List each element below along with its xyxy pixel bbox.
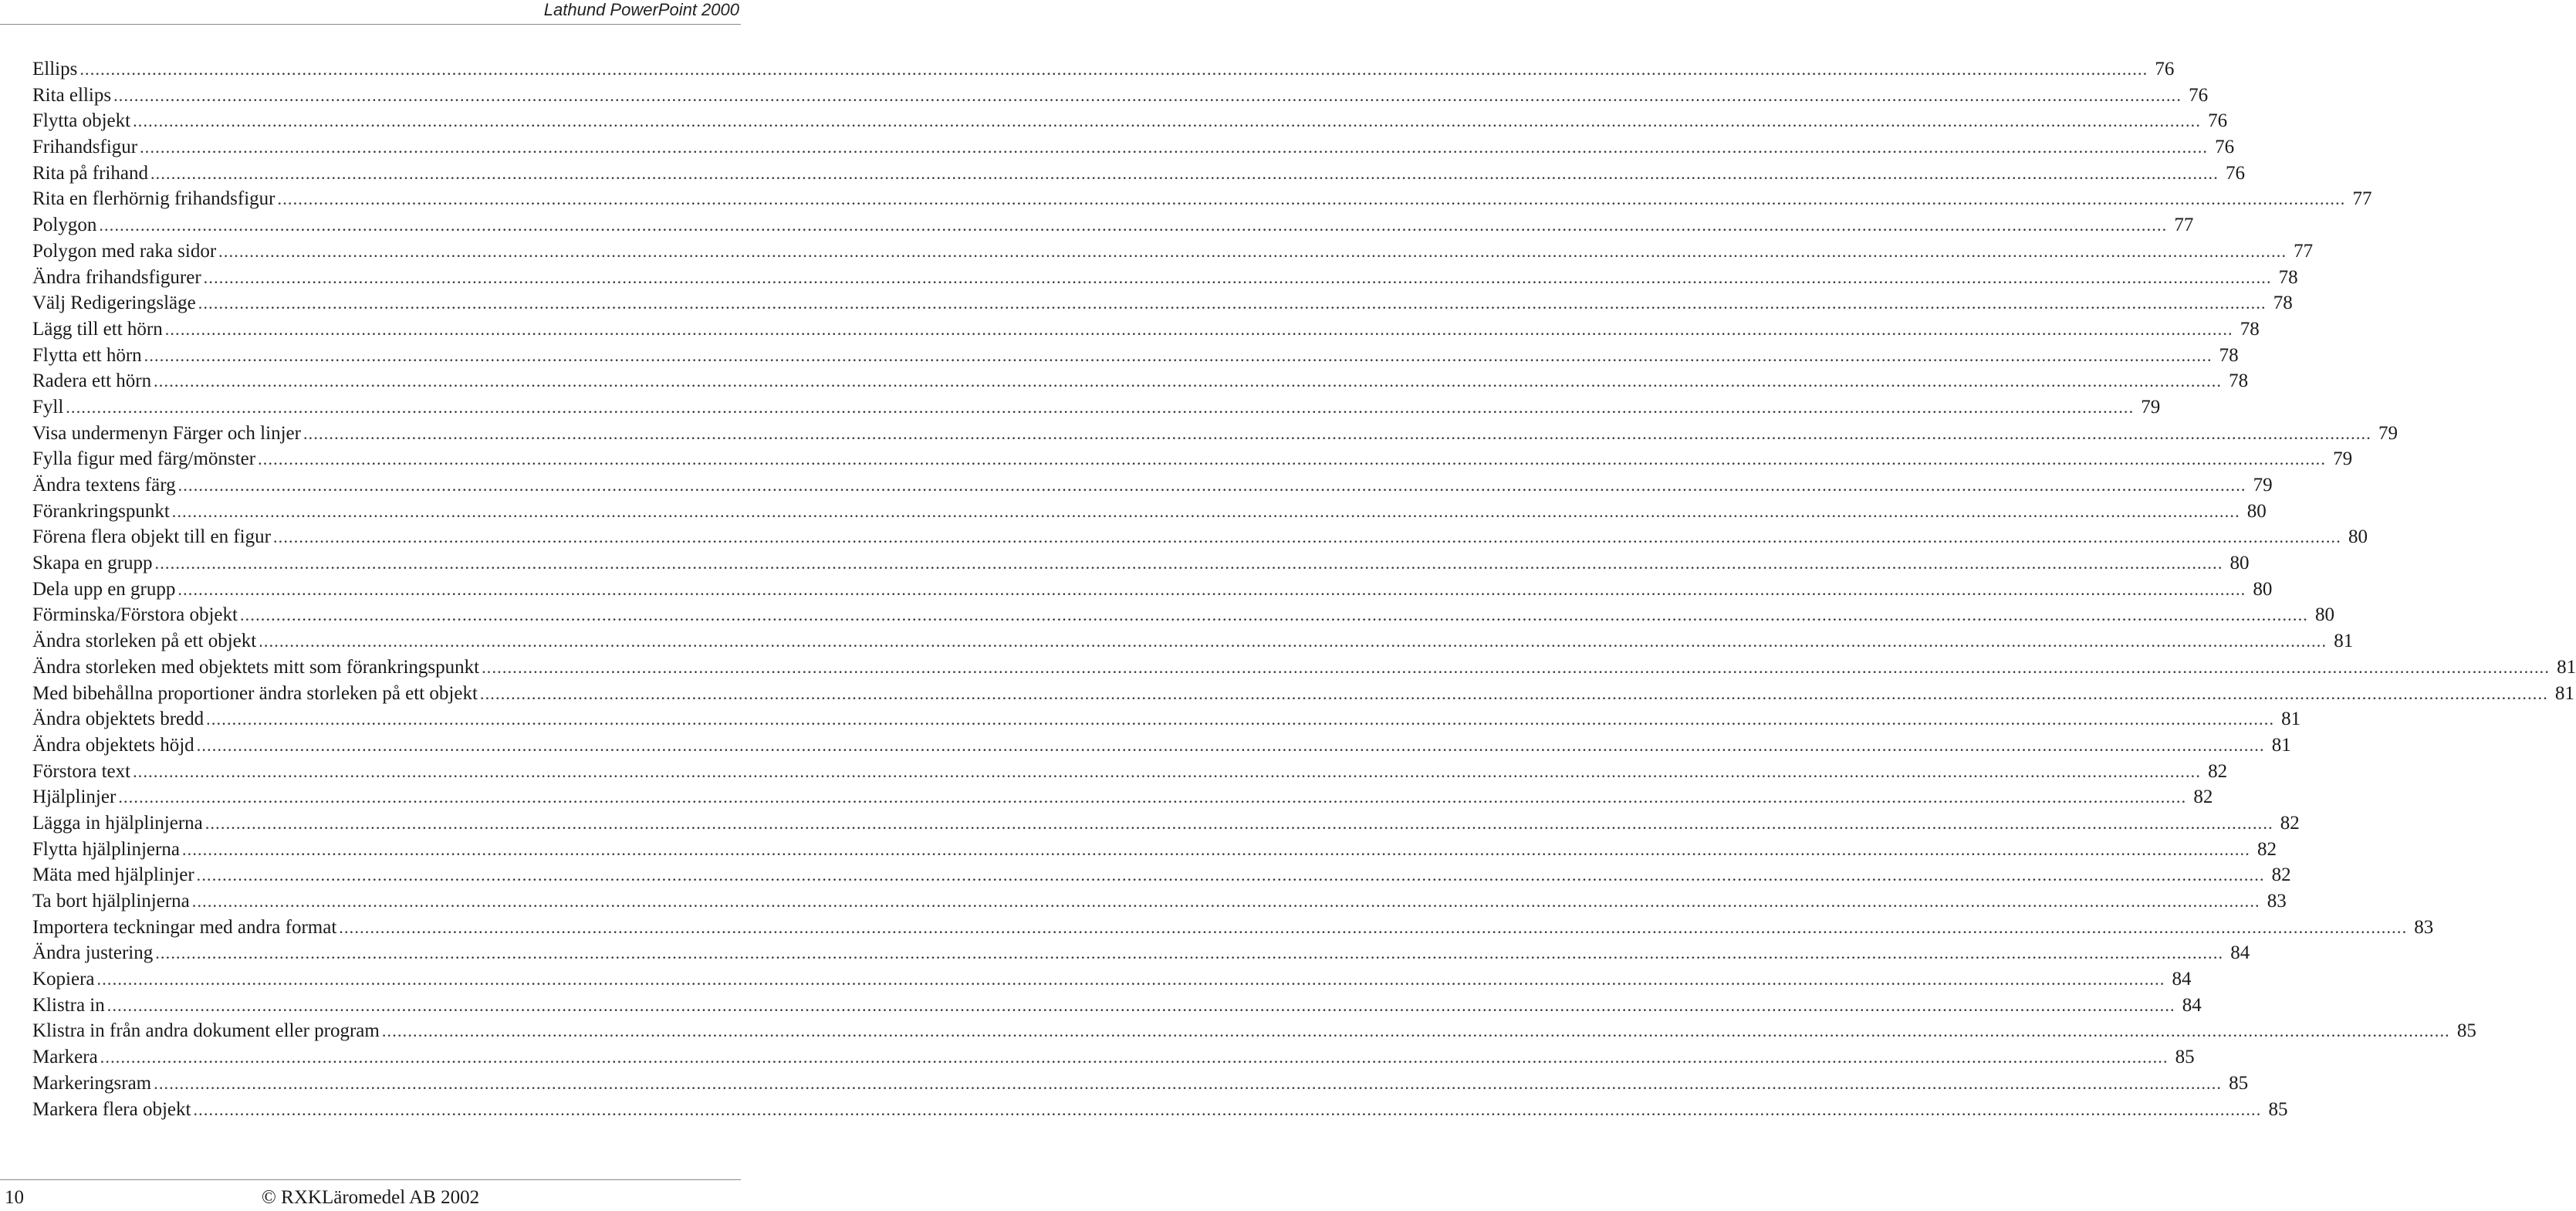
toc-entry[interactable] (32, 732, 2291, 759)
dot-leader: ................................................................................................................................................................................................................................................................................................................................................................................................................ (154, 1073, 2223, 1093)
toc-entry[interactable] (32, 134, 2235, 161)
toc-entry-page-number: 85 (2229, 1072, 2249, 1094)
dot-leader: ................................................................................................................................................................................................................................................................................................................................................................................................................ (206, 709, 2275, 729)
toc-entry-page-number: 78 (2229, 370, 2249, 392)
toc-entry-title: Klistra in från andra dokument eller program (32, 1020, 380, 1042)
toc-entry-page-number: 78 (2278, 266, 2298, 288)
toc-entry-page-number: 83 (2267, 891, 2287, 912)
toc-entry-title: Ta bort hjälplinjerna (32, 891, 190, 912)
dot-leader: ................................................................................................................................................................................................................................................................................................................................................................................................................ (339, 917, 2408, 937)
toc-entry[interactable] (32, 940, 2250, 966)
toc-entry[interactable] (32, 472, 2273, 499)
dot-leader: ................................................................................................................................................................................................................................................................................................................................................................................................................ (196, 865, 2265, 885)
toc-entry-page-number: 80 (2229, 553, 2250, 574)
toc-entry-title: Fylla figur med färg/mönster (32, 448, 256, 470)
toc-entry-page-number: 81 (2334, 631, 2354, 652)
toc-entry-page-number: 85 (2456, 1020, 2476, 1042)
toc-entry[interactable] (32, 238, 2314, 265)
toc-entry-title: Frihandsfigur (32, 137, 138, 158)
dot-leader: ................................................................................................................................................................................................................................................................................................................................................................................................................ (198, 293, 2267, 313)
toc-entry-title: Lägga in hjälplinjerna (32, 812, 203, 834)
toc-entry[interactable] (32, 602, 2334, 628)
toc-entry-page-number: 82 (2257, 838, 2277, 860)
toc-entry-page-number: 80 (2253, 578, 2273, 600)
toc-entry-title: Polygon med raka sidor (32, 240, 217, 262)
dot-leader: ................................................................................................................................................................................................................................................................................................................................................................................................................ (258, 449, 2327, 469)
toc-entry[interactable] (32, 837, 2277, 863)
toc-entry-title: Lägg till ett hörn (32, 318, 163, 340)
toc-entry-page-number: 78 (2240, 318, 2260, 340)
toc-entry[interactable] (32, 421, 2398, 447)
page-number: 10 (5, 1187, 24, 1208)
toc-entry-title: Ändra storleken med objektets mitt som förankringspunkt (32, 656, 480, 678)
dot-leader: ................................................................................................................................................................................................................................................................................................................................................................................................................ (155, 943, 2224, 963)
toc-entry-title: Ändra objektets bredd (32, 709, 205, 730)
toc-entry-title: Kopiera (32, 969, 95, 990)
table-of-contents (32, 56, 2576, 1122)
dot-leader: ................................................................................................................................................................................................................................................................................................................................................................................................................ (154, 553, 2223, 573)
toc-entry-title: Markera (32, 1047, 98, 1068)
dot-leader: ................................................................................................................................................................................................................................................................................................................................................................................................................ (118, 787, 2187, 807)
toc-entry-title: Rita ellips (32, 84, 112, 106)
toc-entry[interactable] (32, 186, 2372, 212)
toc-entry-title: Flytta objekt (32, 110, 131, 132)
toc-entry[interactable] (32, 550, 2250, 577)
toc-entry-page-number: 77 (2174, 215, 2194, 236)
toc-entry[interactable] (32, 368, 2249, 394)
dot-leader: ................................................................................................................................................................................................................................................................................................................................................................................................................ (79, 59, 2148, 79)
copyright-notice: © RXKLäromedel AB 2002 (261, 1187, 480, 1208)
toc-entry-page-number: 81 (2554, 682, 2574, 704)
toc-entry[interactable] (32, 108, 2228, 134)
toc-entry-title: Flytta hjälplinjerna (32, 838, 180, 860)
dot-leader: ................................................................................................................................................................................................................................................................................................................................................................................................................ (277, 189, 2346, 209)
toc-entry-page-number: 79 (2253, 475, 2273, 496)
toc-entry-page-number: 85 (2268, 1098, 2288, 1120)
toc-entry-title: Flytta ett hörn (32, 344, 142, 366)
toc-entry[interactable] (32, 524, 2368, 550)
toc-entry[interactable] (32, 265, 2298, 291)
toc-entry-title: Ändra frihandsfigurer (32, 266, 201, 288)
toc-entry[interactable] (32, 577, 2273, 603)
toc-entry[interactable] (32, 759, 2228, 785)
toc-entry-title: Välj Redigeringsläge (32, 293, 196, 314)
dot-leader: ................................................................................................................................................................................................................................................................................................................................................................................................................ (106, 995, 2175, 1015)
dot-leader: ................................................................................................................................................................................................................................................................................................................................................................................................................ (66, 397, 2135, 417)
toc-entry-page-number: 81 (2271, 734, 2291, 756)
document-title: Lathund PowerPoint 2000 (543, 0, 739, 19)
dot-leader: ................................................................................................................................................................................................................................................................................................................................................................................................................ (479, 683, 2548, 703)
dot-leader: ................................................................................................................................................................................................................................................................................................................................................................................................................ (205, 813, 2273, 833)
toc-entry[interactable] (32, 446, 2353, 472)
dot-leader: ................................................................................................................................................................................................................................................................................................................................................................................................................ (203, 267, 2272, 287)
toc-entry[interactable] (32, 993, 2202, 1019)
toc-entry-page-number: 79 (2141, 396, 2161, 418)
dot-leader: ................................................................................................................................................................................................................................................................................................................................................................................................................ (482, 657, 2551, 677)
toc-entry-page-number: 76 (2155, 59, 2175, 79)
toc-entry-page-number: 82 (2193, 786, 2213, 808)
toc-entry[interactable] (32, 161, 2245, 187)
toc-entry-page-number: 85 (2175, 1047, 2195, 1068)
toc-entry-page-number: 82 (2271, 864, 2291, 886)
toc-entry-page-number: 81 (2557, 656, 2576, 678)
toc-entry-title: Ändra textens färg (32, 475, 176, 496)
toc-entry-title: Förstora text (32, 760, 131, 782)
toc-entry-page-number: 76 (2215, 137, 2235, 158)
toc-entry[interactable] (32, 784, 2213, 810)
toc-entry-page-number: 79 (2333, 448, 2353, 470)
toc-entry[interactable] (32, 316, 2260, 343)
dot-leader: ................................................................................................................................................................................................................................................................................................................................................................................................................ (196, 735, 2265, 755)
running-header (0, 0, 741, 25)
toc-entry-title: Ändra storleken på ett objekt (32, 631, 257, 652)
toc-entry-page-number: 80 (2348, 526, 2368, 548)
dot-leader: ................................................................................................................................................................................................................................................................................................................................................................................................................ (193, 1099, 2262, 1119)
toc-entry-title: Förena flera objekt till en figur (32, 526, 271, 548)
toc-entry-title: Hjälplinjer (32, 786, 117, 808)
footer-divider (0, 1179, 741, 1180)
toc-entry-title: Radera ett hörn (32, 370, 152, 392)
dot-leader: ................................................................................................................................................................................................................................................................................................................................................................................................................ (177, 579, 2246, 599)
toc-entry[interactable] (32, 655, 2576, 681)
toc-entry[interactable] (32, 83, 2209, 109)
toc-entry[interactable] (32, 810, 2300, 837)
toc-entry-title: Visa undermenyn Färger och linjer (32, 422, 301, 444)
dot-leader: ................................................................................................................................................................................................................................................................................................................................................................................................................ (171, 501, 2240, 521)
toc-entry[interactable] (32, 1018, 2476, 1044)
dot-leader: ................................................................................................................................................................................................................................................................................................................................................................................................................ (181, 839, 2250, 859)
toc-entry-title: Fyll (32, 396, 64, 418)
toc-entry-title: Dela upp en grupp (32, 578, 176, 600)
toc-entry-title: Polygon (32, 215, 97, 236)
toc-entry[interactable] (32, 681, 2574, 707)
toc-entry[interactable] (32, 888, 2287, 915)
toc-entry[interactable] (32, 290, 2293, 316)
toc-entry-page-number: 84 (2172, 969, 2192, 990)
toc-entry-title: Med bibehållna proportioner ändra storleken på ett objekt (32, 682, 478, 704)
toc-entry-page-number: 76 (2208, 110, 2228, 132)
toc-entry[interactable] (32, 915, 2434, 941)
toc-entry-title: Markeringsram (32, 1072, 152, 1094)
dot-leader: ................................................................................................................................................................................................................................................................................................................................................................................................................ (133, 761, 2202, 781)
toc-entry-page-number: 76 (2225, 162, 2245, 184)
toc-entry-title: Markera flera objekt (32, 1098, 191, 1120)
dot-leader: ................................................................................................................................................................................................................................................................................................................................................................................................................ (381, 1021, 2450, 1041)
toc-entry[interactable] (32, 499, 2267, 525)
dot-leader: ................................................................................................................................................................................................................................................................................................................................................................................................................ (140, 137, 2209, 157)
toc-entry[interactable] (32, 394, 2161, 421)
toc-entry-title: Ändra objektets höjd (32, 734, 194, 756)
toc-entry-title: Rita en flerhörnig frihandsfigur (32, 188, 276, 210)
toc-entry[interactable] (32, 1044, 2195, 1071)
toc-entry-title: Rita på frihand (32, 162, 148, 184)
dot-leader: ................................................................................................................................................................................................................................................................................................................................................................................................................ (259, 631, 2328, 651)
toc-entry-page-number: 80 (2246, 500, 2267, 522)
dot-leader: ................................................................................................................................................................................................................................................................................................................................................................................................................ (100, 1047, 2169, 1067)
toc-entry-title: Förminska/Förstora objekt (32, 604, 238, 626)
toc-entry-page-number: 82 (2280, 812, 2300, 834)
toc-entry-title: Klistra in (32, 994, 105, 1016)
dot-leader: ................................................................................................................................................................................................................................................................................................................................................................................................................ (191, 891, 2260, 911)
dot-leader: ................................................................................................................................................................................................................................................................................................................................................................................................................ (113, 85, 2182, 105)
toc-entry-page-number: 84 (2182, 994, 2202, 1016)
dot-leader: ................................................................................................................................................................................................................................................................................................................................................................................................................ (164, 319, 2233, 339)
toc-entry-page-number: 77 (2352, 188, 2372, 210)
toc-entry[interactable] (32, 56, 2175, 83)
toc-entry-title: Importera teckningar med andra format (32, 916, 337, 938)
dot-leader: ................................................................................................................................................................................................................................................................................................................................................................................................................ (96, 969, 2165, 989)
toc-entry[interactable] (32, 862, 2291, 888)
toc-entry[interactable] (32, 343, 2239, 369)
toc-entry[interactable] (32, 1071, 2249, 1097)
dot-leader: ................................................................................................................................................................................................................................................................................................................................................................................................................ (272, 527, 2341, 547)
toc-entry[interactable] (32, 628, 2354, 655)
toc-entry-page-number: 81 (2281, 709, 2301, 730)
toc-entry-page-number: 83 (2414, 916, 2434, 938)
toc-entry-page-number: 78 (2273, 293, 2293, 314)
dot-leader: ................................................................................................................................................................................................................................................................................................................................................................................................................ (133, 111, 2202, 131)
toc-entry[interactable] (32, 706, 2301, 732)
toc-entry-page-number: 82 (2208, 760, 2228, 782)
toc-entry[interactable] (32, 1097, 2288, 1123)
toc-entry-page-number: 77 (2294, 240, 2314, 262)
toc-entry-page-number: 79 (2378, 422, 2398, 444)
toc-entry-title: Skapa en grupp (32, 553, 153, 574)
dot-leader: ................................................................................................................................................................................................................................................................................................................................................................................................................ (144, 345, 2213, 365)
toc-entry-title: Mäta med hjälplinjer (32, 864, 194, 886)
toc-entry-page-number: 80 (2314, 604, 2334, 626)
toc-entry-page-number: 76 (2189, 84, 2209, 106)
toc-entry-page-number: 78 (2219, 344, 2239, 366)
dot-leader: ................................................................................................................................................................................................................................................................................................................................................................................................................ (218, 241, 2287, 261)
toc-entry-page-number: 84 (2230, 942, 2250, 964)
toc-entry-title: Förankringspunkt (32, 500, 170, 522)
dot-leader: ................................................................................................................................................................................................................................................................................................................................................................................................................ (99, 215, 2168, 235)
toc-entry[interactable] (32, 212, 2194, 238)
toc-entry-title: Ellips (32, 59, 78, 79)
dot-leader: ................................................................................................................................................................................................................................................................................................................................................................................................................ (303, 423, 2371, 443)
toc-entry[interactable] (32, 966, 2192, 993)
toc-entry-title: Ändra justering (32, 942, 154, 964)
dot-leader: ................................................................................................................................................................................................................................................................................................................................................................................................................ (239, 605, 2308, 625)
dot-leader: ................................................................................................................................................................................................................................................................................................................................................................................................................ (150, 163, 2219, 183)
dot-leader: ................................................................................................................................................................................................................................................................................................................................................................................................................ (177, 475, 2246, 495)
dot-leader: ................................................................................................................................................................................................................................................................................................................................................................................................................ (154, 371, 2223, 391)
